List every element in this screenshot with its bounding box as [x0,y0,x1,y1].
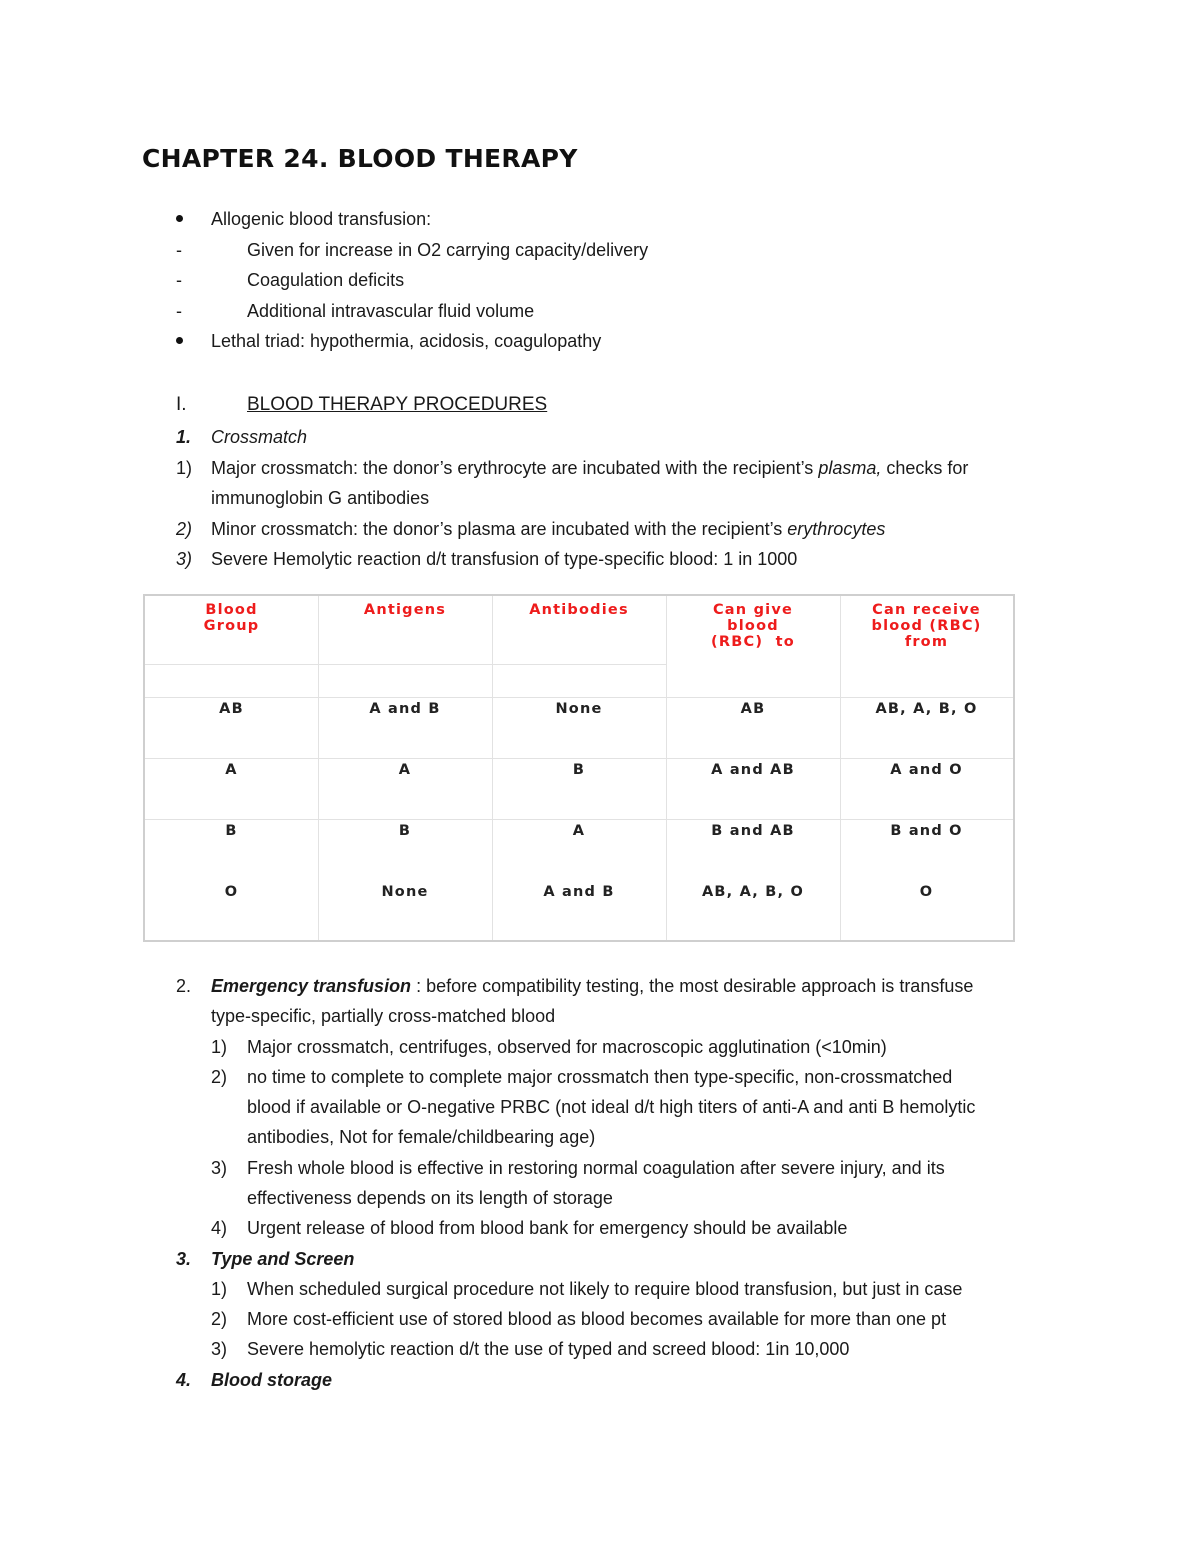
hemolytic-reaction-text: Severe Hemolytic reaction d/t transfusion of type-specific blood: 1 in 1000 [211,549,798,569]
bullet-icon [176,215,183,222]
dash-item: Additional intravascular fluid volume [247,301,535,321]
emergency-item-cont: effectiveness depends on its length of storage [247,1188,613,1208]
list-number: 2. [176,976,192,996]
emergency-item-cont: blood if available or O-negative PRBC (not ideal d/t high titers of anti-A and anti B hemolytic [247,1097,976,1117]
dash-marker: - [176,270,182,290]
emergency-transfusion-text-cont: type-specific, partially cross-matched blood [211,1006,556,1026]
table-header-blood-group: Blood Group [203,602,260,634]
bullet-lethal-triad: Lethal triad: hypothermia, acidosis, coagulopathy [211,331,602,351]
bullet-allogenic: Allogenic blood transfusion: [211,209,432,229]
item-marker: 4) [211,1218,228,1238]
table-cell: B [398,823,412,839]
table-cell: A [572,823,586,839]
chapter-title: CHAPTER 24. BLOOD THERAPY [142,144,578,173]
item-marker: 2) [211,1309,228,1329]
type-and-screen-heading: Type and Screen [211,1249,355,1269]
section-heading: BLOOD THERAPY PROCEDURES [247,394,548,415]
table-cell: O [224,884,239,900]
table-cell: A [225,762,238,778]
table-cell: B [572,762,586,778]
table-cell: None [555,701,603,717]
table-cell: A and AB [711,762,795,778]
blood-group-table [143,594,1015,942]
item-marker: 1) [211,1279,228,1299]
dash-marker: - [176,240,182,260]
type-screen-item: Severe hemolytic reaction d/t the use of typed and screed blood: 1in 10,000 [247,1339,850,1359]
list-number: 3. [176,1249,192,1269]
table-header-antigens: Antigens [363,602,447,618]
crossmatch-heading: Crossmatch [211,427,308,447]
table-cell: AB [219,701,244,717]
item-marker: 3) [211,1158,228,1178]
emergency-item: Urgent release of blood from blood bank for emergency should be available [247,1218,848,1238]
major-crossmatch-text: Major crossmatch: the donor’s erythrocyte are incubated with the recipient’s plasma, checks for [211,458,969,478]
list-number: 4. [176,1370,192,1390]
table-cell: AB, A, B, O [875,701,978,717]
table-cell: None [381,884,429,900]
emergency-item-cont: antibodies, Not for female/childbearing age) [247,1127,596,1147]
table-cell: B and AB [711,823,795,839]
bullet-icon [176,337,183,344]
emergency-item: Major crossmatch, centrifuges, observed for macroscopic agglutination (<10min) [247,1037,887,1057]
type-screen-item: More cost-efficient use of stored blood as blood becomes available for more than one pt [247,1309,947,1329]
dash-item: Given for increase in O2 carrying capacity/delivery [247,240,649,260]
dash-item: Coagulation deficits [247,270,405,290]
table-cell: O [919,884,934,900]
list-number: 1. [176,427,192,447]
emergency-transfusion-text: Emergency transfusion : before compatibility testing, the most desirable approach is transfuse [211,976,974,996]
item-marker: 1) [176,458,193,478]
dash-marker: - [176,301,182,321]
type-screen-item: When scheduled surgical procedure not likely to require blood transfusion, but just in case [247,1279,963,1299]
table-cell: A and O [890,762,963,778]
table-cell: A [398,762,412,778]
table-header-antibodies: Antibodies [529,602,629,618]
major-crossmatch-text-cont: immunoglobin G antibodies [211,488,430,508]
table-header-can-give: Can give blood (RBC) to [711,602,795,650]
table-cell: A and B [369,701,441,717]
table-cell: B [225,823,238,839]
table-cell: AB [740,701,766,717]
item-marker: 3) [211,1339,228,1359]
blood-storage-heading: Blood storage [211,1370,333,1390]
emergency-item: no time to complete to complete major crossmatch then type-specific, non-crossmatched [247,1067,953,1087]
item-marker: 2) [176,519,193,539]
item-marker: 3) [176,549,193,569]
table-cell: AB, A, B, O [701,884,804,900]
item-marker: 1) [211,1037,228,1057]
table-cell: B and O [890,823,963,839]
item-marker: 2) [211,1067,228,1087]
section-number: I. [176,394,187,415]
minor-crossmatch-text: Minor crossmatch: the donor’s plasma are incubated with the recipient’s erythrocytes [211,519,886,539]
table-header-can-receive: Can receive blood (RBC) from [871,602,982,650]
emergency-item: Fresh whole blood is effective in restoring normal coagulation after severe injury, and its [247,1158,945,1178]
table-cell: A and B [543,884,615,900]
